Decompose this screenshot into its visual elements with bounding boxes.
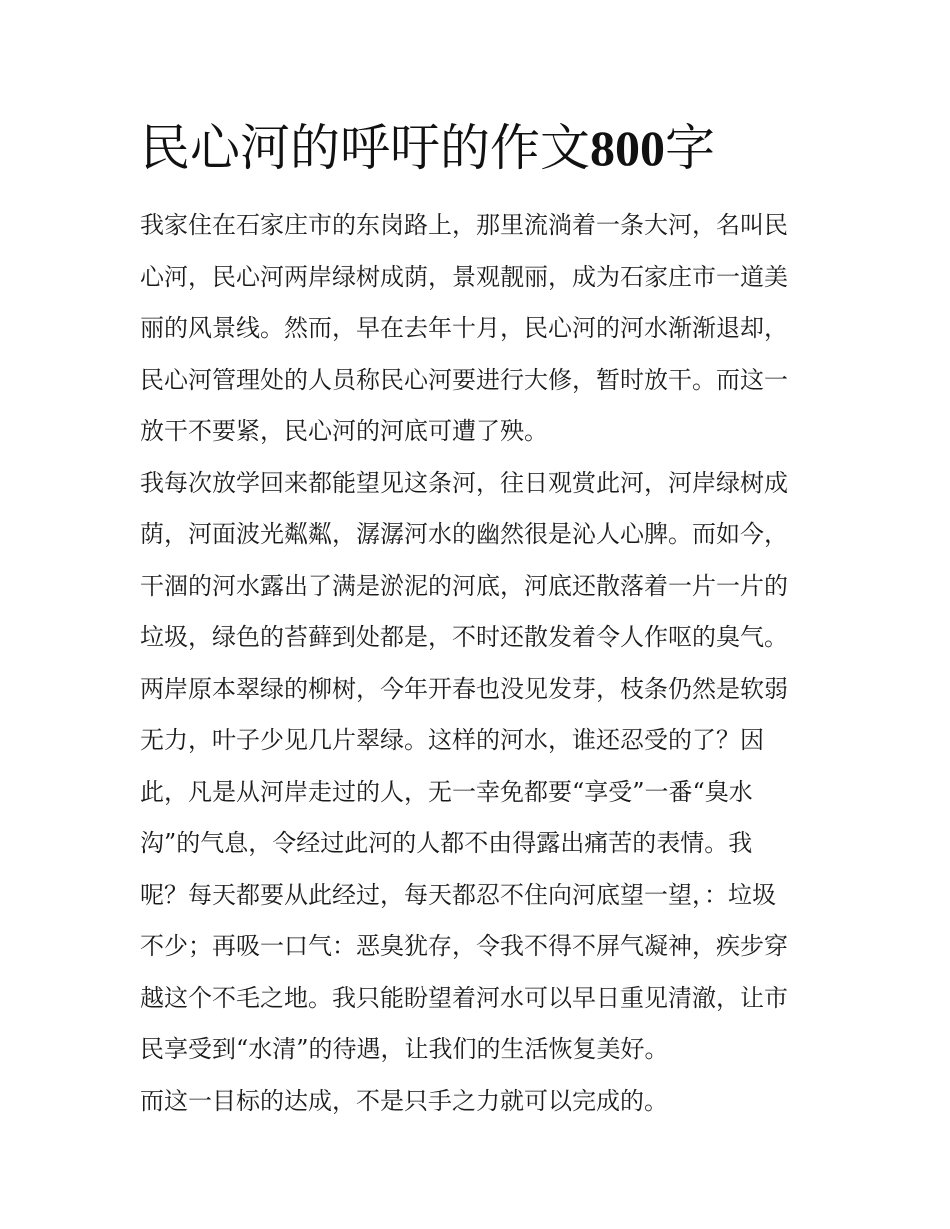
text-line: 垃圾，绿色的苔藓到处都是，不时还散发着令人作呕的臭气。	[140, 623, 788, 651]
title-number: 800	[590, 120, 665, 176]
text-line: 丽的风景线。然而，早在去年十月，民心河的河水渐渐退却，	[140, 314, 788, 342]
text-line: 不少；再吸一口气：恶臭犹存，令我不得不屏气凝神，疾步穿	[140, 932, 788, 960]
text-line: 无力，叶子少见几片翠绿。这样的河水，谁还忍受的了？因	[140, 726, 764, 754]
title-text: 民心河的呼吁的作文	[140, 119, 590, 177]
text-line: 干涸的河水露出了满是淤泥的河底，河底还散落着一片一片的	[140, 571, 788, 600]
essay-body	[140, 200, 812, 1127]
text-line: 呢？每天都要从此经过，每天都忍不住向河底望一望，：垃圾	[140, 880, 776, 909]
text-line: 心河，民心河两岸绿树成荫，景观靓丽，成为石家庄市一道美	[140, 262, 788, 291]
text-line: 民心河管理处的人员称民心河要进行大修，暂时放干。而这一	[140, 365, 788, 394]
text-line: 越这个不毛之地。我只能盼望着河水可以早日重见清澈，让市	[140, 983, 788, 1012]
page-title	[140, 112, 860, 184]
text-line: 荫，河面波光粼粼，潺潺河水的幽然很是沁人心脾。而如今，	[140, 520, 788, 548]
text-line: 民享受到“水清”的待遇，让我们的生活恢复美好。	[140, 1035, 669, 1063]
text-line: 而这一目标的达成，不是只手之力就可以完成的。	[140, 1086, 668, 1115]
text-line: 此，凡是从河岸走过的人，无一幸免都要“享受”一番“臭水	[140, 777, 753, 806]
text-line: 沟”的气息，令经过此河的人都不由得露出痛苦的表情。我	[140, 829, 753, 857]
text-line: 两岸原本翠绿的柳树，今年开春也没见发芽，枝条仍然是软弱	[140, 674, 788, 703]
text-line: 放干不要紧，民心河的河底可遭了殃。	[140, 417, 548, 445]
text-line: 我家住在石家庄市的东岗路上，那里流淌着一条大河，名叫民	[140, 211, 788, 239]
text-line: 我每次放学回来都能望见这条河，往日观赏此河，河岸绿树成	[140, 468, 788, 497]
title-suffix: 字	[665, 119, 715, 177]
